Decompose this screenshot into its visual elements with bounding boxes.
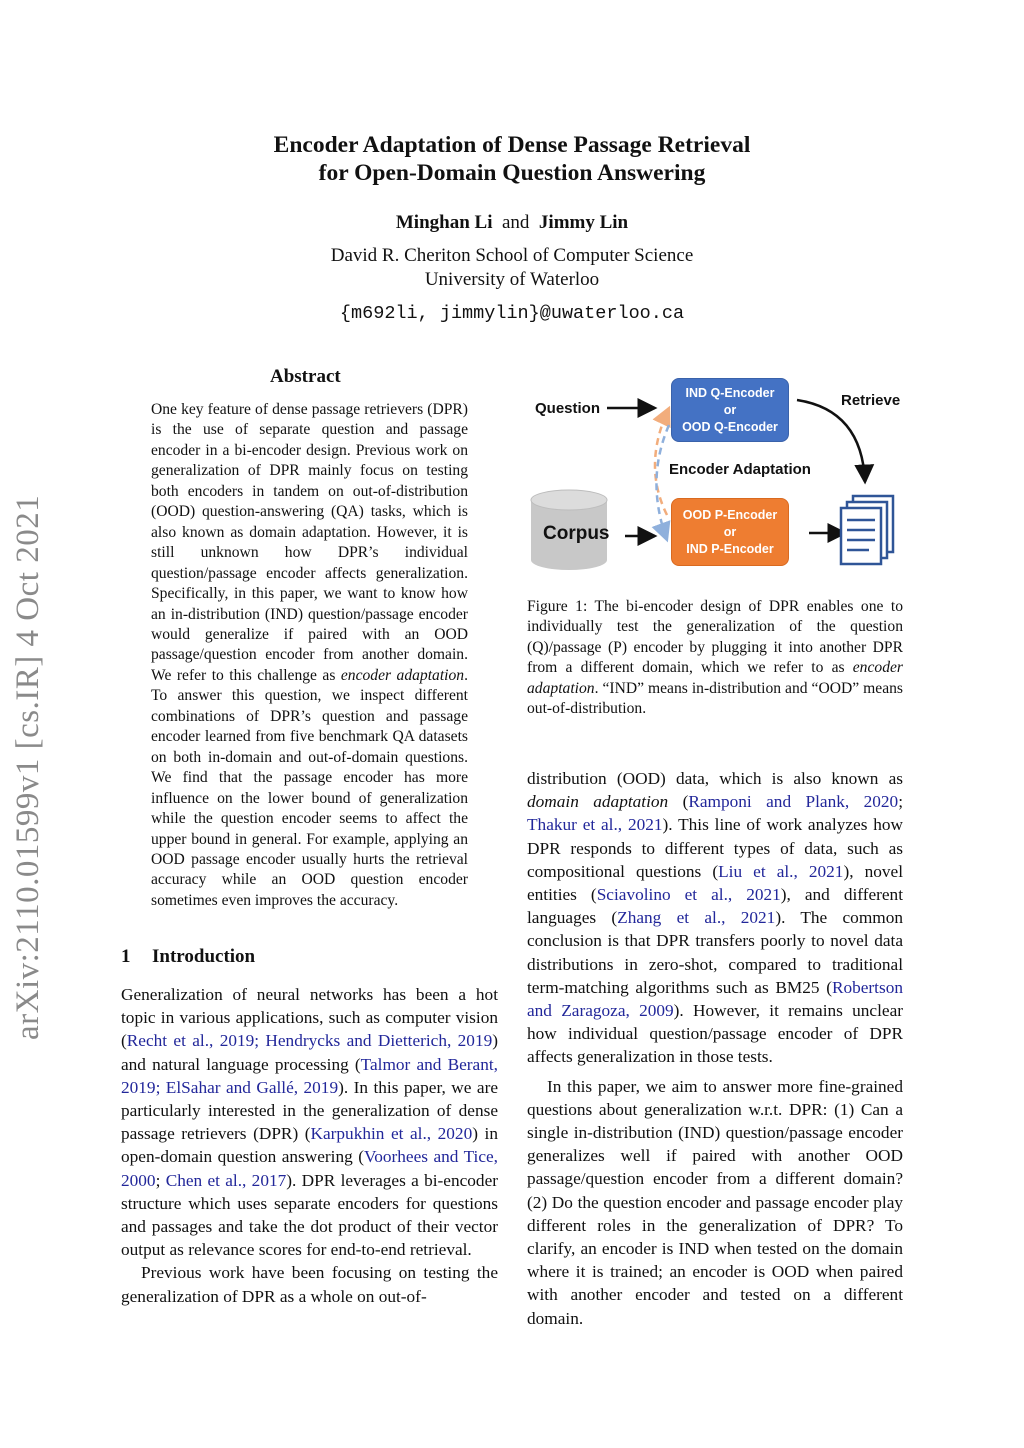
section-title: Introduction [152,946,256,967]
citation-link[interactable]: Thakur et al., 2021 [527,815,663,835]
p-encoder-box [671,498,789,566]
arxiv-stamp: arXiv:2110.01599v1 [cs.IR] 4 Oct 2021 [10,494,46,1040]
affiliation-line-1: David R. Cheriton School of Computer Science [330,245,694,266]
author-2: Jimmy Lin [538,212,629,233]
intro-right-column [527,767,903,1330]
text-run: distribution (OOD) data, which is also known as [527,769,903,788]
citation-link[interactable]: Chen et al., 2017 [165,1170,287,1190]
citation-link[interactable]: Liu et al., 2021 [718,861,844,881]
abstract-heading: Abstract [270,366,341,387]
p-encoder-line-3: IND P-Encoder [686,541,774,556]
author-and: and [501,212,530,233]
affiliation-line-2: University of Waterloo [424,269,600,290]
citation-link[interactable]: Sciavolino et al., 2021 [596,885,781,905]
text-run: ), novel entities ( [527,861,903,905]
p-encoder-line-2: or [723,524,737,539]
text-run: ) in open-domain question answering ( [121,1124,498,1167]
citation-link[interactable]: Talmor and Berant, 2019; ElSahar and Gallé, 2019 [121,1054,498,1097]
corpus-label: Corpus [543,523,610,544]
intro-left-column [121,983,498,1308]
abstract-text-2: . To answer this question, we inspect different combinations of DPR’s question and passage encoder learned from five benchmark QA datasets on both in-domain and out-of-domain questions. We find that the passage encoder has more influence on the lower bound of generalization while the question encoder seems to affect the upper bound in general. For example, applying an OOD passage encoder usually hurts the retrieval accuracy while an OOD question encoder sometimes even improves the accuracy. [151,666,469,909]
citation-link[interactable]: Ramponi and Plank, 2020 [688,792,899,812]
title-line-2: for Open-Domain Question Answering [318,160,706,186]
retrieve-label: Retrieve [841,392,901,409]
intro-paragraph-4 [527,1075,903,1330]
citation-link[interactable]: Zhang et al., 2021 [617,908,776,928]
authors [0,210,1024,236]
text-run: ), and different languages ( [527,885,903,928]
caption-text-1: Figure 1: The bi-encoder design of DPR enables one to individually test the generalization of the question (Q)/passage (P) encoder by plugging it into another DPR from a different domain, which we refer to as [527,598,903,677]
author-email: {m692li, jimmylin}@uwaterloo.ca [339,303,685,324]
p-encoder-line-1: OOD P-Encoder [682,507,778,522]
section-heading-introduction [121,946,255,968]
q-encoder-line-1: IND Q-Encoder [685,385,775,400]
citation-link[interactable]: Karpukhin et al., 2020 [310,1124,473,1144]
italic-term: domain adaptation [527,792,669,812]
caption-italic: encoder adaptation [527,659,903,697]
q-encoder-line-2: or [723,402,737,417]
adaptation-label: Encoder Adaptation [669,461,811,478]
section-number: 1 [121,946,131,967]
documents-icon [841,496,893,564]
text-run: ). This line of work analyzes how DPR responds to different types of data, such as compositional questions ( [527,815,903,881]
citation-link[interactable]: Robertson and Zaragoza, 2009 [527,977,903,1021]
text-run: ). The common conclusion is that DPR transfers poorly to novel data distributions in zero-shot, compared to traditional term-matching algorithms such as BM25 ( [527,908,903,997]
text-run: In this paper, we aim to answer more fine-grained questions about generalization w.r.t. DPR: (1) Can a single in-distribution (IND) question/passage encoder generalizes well if paired with another OOD passage/question encoder from a different domain? (2) Do the question encoder and passage encoder play different roles in the generalization of DPR? To clarify, an encoder is IND when tested on the domain where it is trained; an encoder is OOD when paired with another encoder and tested on a different domain. [527,1076,903,1328]
text-run: Generalization of neural networks has been a hot topic in various applications, such as computer vision ( [121,985,498,1051]
abstract-text-1: One key feature of dense passage retrievers (DPR) is the use of separate question and passage encoder in a bi-encoder design. Previous work on generalization of DPR mainly focus on testing both encoders in tandem on out-of-distribution (OOD) question-answering (QA) tasks, which is also known as domain adaptation. However, it is still unknown how DPR’s individual question/passage encoder affects generalization. Specifically, in this paper, we want to know how an in-distribution (IND) question/passage encoder would generalize if paired with an OOD passage/question encoder from another domain. We refer to this challenge as [151,401,468,684]
q-encoder-box [671,378,789,442]
figure-1 [527,370,907,580]
text-run: ). DPR leverages a bi-encoder structure which uses separate encoders for questions and passages and take the dot product of their vector output as relevance scores for end-to-end retrieval. [121,1170,498,1260]
text-run: ). In this paper, we are particularly interested in the generalization of dense passage retrievers (DPR) ( [121,1077,498,1144]
abstract-italic: encoder adaptation [340,666,465,684]
text-run: ). However, it remains unclear how individual question/passage encoder of DPR affects generalization in those tests. [527,1001,903,1067]
citation-link[interactable]: Recht et al., 2019; Hendrycks and Dietterich, 2019 [126,1031,493,1051]
text-run: ( [668,792,689,812]
paper-title [0,131,1024,187]
text-run: Previous work have been focusing on testing the generalization of DPR as a whole on out-of- [121,1263,498,1306]
text-run: ; [155,1170,166,1190]
title-line-1: Encoder Adaptation of Dense Passage Retrieval [273,132,751,158]
intro-paragraph-2 [121,1261,498,1307]
intro-paragraph-1 [121,983,498,1261]
q-encoder-line-3: OOD Q-Encoder [682,419,778,434]
caption-text-2: . “IND” means in-distribution and “OOD” means out-of-distribution. [527,679,903,718]
intro-paragraph-3 [527,767,903,1069]
figure-caption [527,597,903,720]
text-run: ; [898,792,903,812]
author-1: Minghan Li [395,212,493,233]
text-run: ) and natural language processing ( [121,1031,498,1074]
citation-link[interactable]: Voorhees and Tice, 2000 [121,1147,498,1190]
abstract-body [151,400,468,911]
question-label: Question [535,400,601,417]
affiliation [0,244,1024,292]
